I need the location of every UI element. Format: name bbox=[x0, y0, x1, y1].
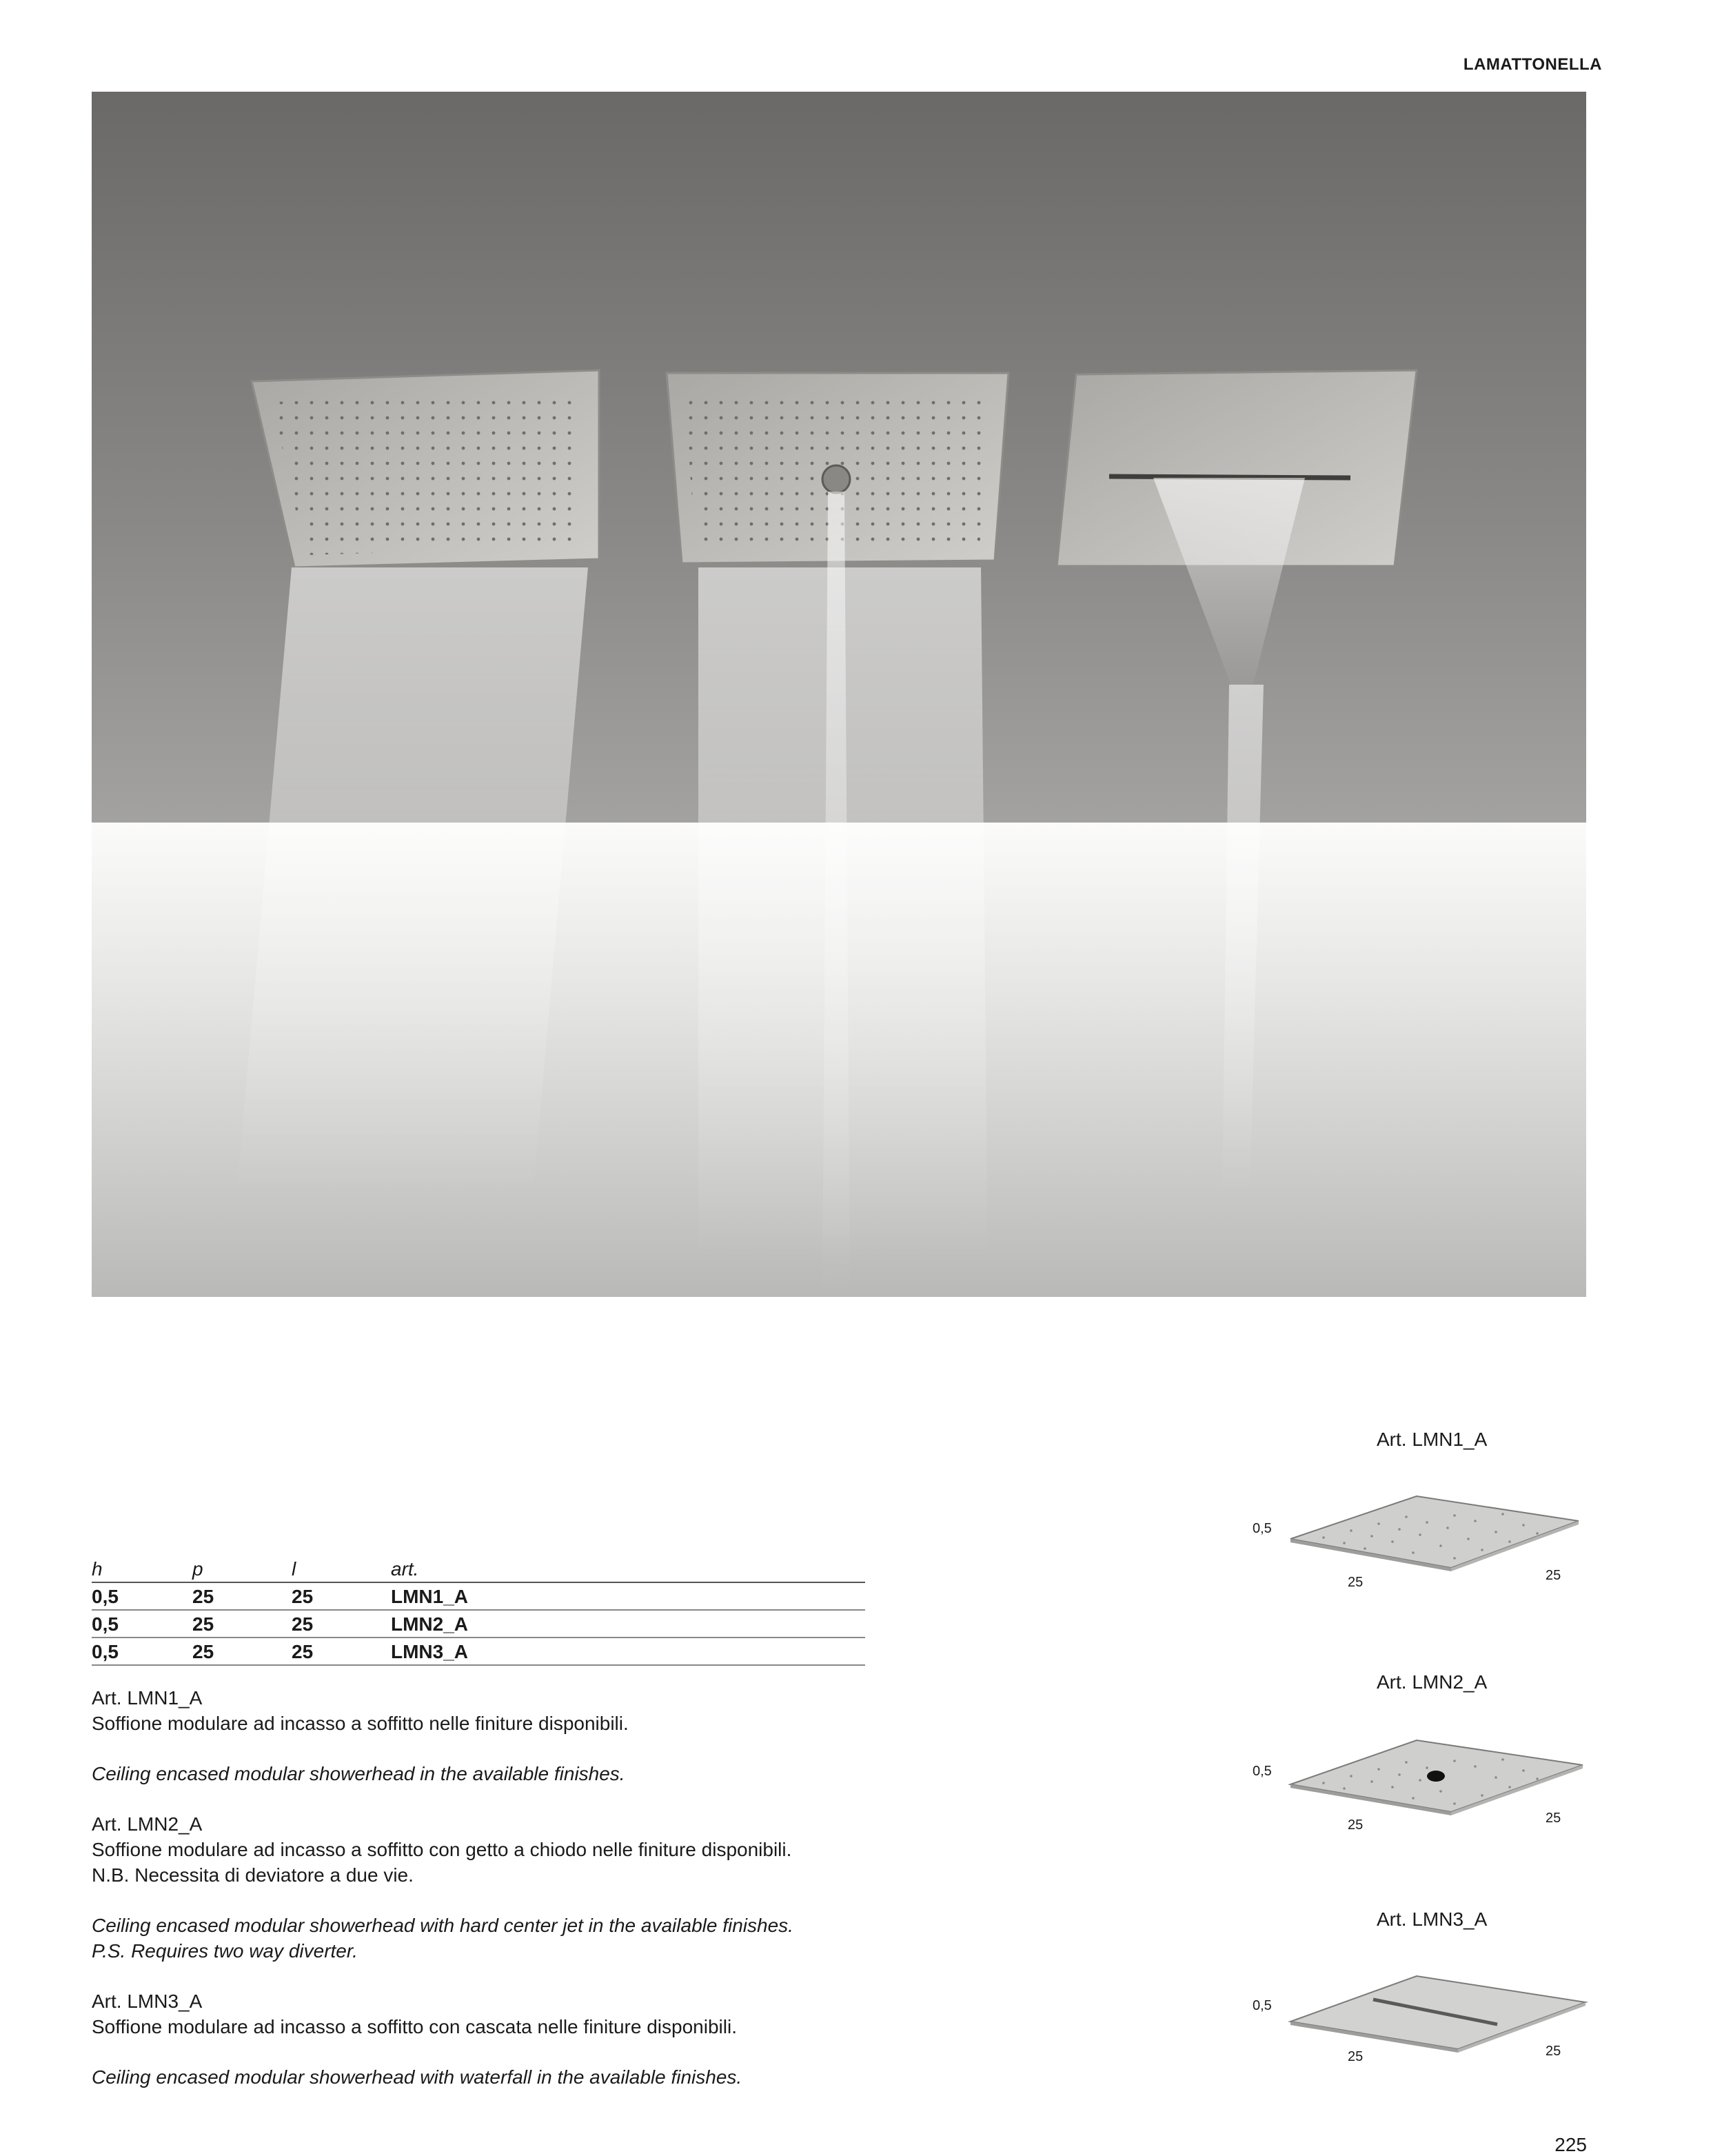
spec-table-header bbox=[92, 1555, 865, 1582]
dim-depth: 25 bbox=[1348, 2049, 1364, 2064]
showerhead-waterfall-drawing bbox=[1241, 1944, 1599, 2082]
desc-italian: Soffione modulare ad incasso a soffitto con cascata nelle finiture disponibili. bbox=[92, 2016, 737, 2037]
product-photo bbox=[92, 92, 1586, 1297]
col-l: l bbox=[292, 1555, 391, 1582]
cell-l: 25 bbox=[292, 1610, 391, 1638]
cell-art: LMN2_A bbox=[391, 1610, 865, 1638]
desc-english: Ceiling encased modular showerhead with waterfall in the available finishes. bbox=[92, 2066, 742, 2088]
dim-height: 0,5 bbox=[1253, 1521, 1272, 1536]
desc-english-note: P.S. Requires two way diverter. bbox=[92, 1940, 358, 1962]
spec-table bbox=[92, 1555, 865, 1666]
dim-length: 25 bbox=[1546, 2044, 1561, 2059]
desc-title: Art. LMN2_A bbox=[92, 1813, 203, 1835]
dim-depth: 25 bbox=[1348, 1575, 1364, 1590]
diagram-lmn1 bbox=[1241, 1429, 1599, 1608]
cell-p: 25 bbox=[192, 1638, 292, 1665]
dim-length: 25 bbox=[1546, 1811, 1561, 1826]
col-h: h bbox=[92, 1555, 192, 1582]
dim-height: 0,5 bbox=[1253, 1998, 1272, 2013]
product-descriptions bbox=[92, 1685, 891, 2090]
diagram-title: Art. LMN2_A bbox=[1377, 1671, 1488, 1693]
desc-title: Art. LMN1_A bbox=[92, 1687, 203, 1709]
cell-h: 0,5 bbox=[92, 1610, 192, 1638]
dim-height: 0,5 bbox=[1253, 1764, 1272, 1779]
desc-italian: Soffione modulare ad incasso a soffitto con getto a chiodo nelle finiture disponibili. bbox=[92, 1839, 792, 1860]
col-art: art. bbox=[391, 1555, 865, 1582]
table-row bbox=[92, 1610, 865, 1638]
page-number: 225 bbox=[1554, 2134, 1587, 2155]
desc-title: Art. LMN3_A bbox=[92, 1991, 203, 2012]
diagram-lmn2 bbox=[1241, 1671, 1599, 1851]
cell-art: LMN1_A bbox=[391, 1582, 865, 1610]
table-row bbox=[92, 1582, 865, 1610]
cell-art: LMN3_A bbox=[391, 1638, 865, 1665]
table-row bbox=[92, 1638, 865, 1665]
brand-header: LAMATTONELLA bbox=[1463, 55, 1602, 74]
cell-l: 25 bbox=[292, 1638, 391, 1665]
desc-english: Ceiling encased modular showerhead with hard center jet in the available finishes. bbox=[92, 1915, 793, 1936]
dim-length: 25 bbox=[1546, 1568, 1561, 1583]
cell-p: 25 bbox=[192, 1610, 292, 1638]
desc-italian: Soffione modulare ad incasso a soffitto nelle finiture disponibili. bbox=[92, 1713, 629, 1734]
diagram-title: Art. LMN3_A bbox=[1377, 1908, 1488, 1930]
cell-p: 25 bbox=[192, 1582, 292, 1610]
diagram-title: Art. LMN1_A bbox=[1377, 1429, 1488, 1450]
cell-h: 0,5 bbox=[92, 1582, 192, 1610]
col-p: p bbox=[192, 1555, 292, 1582]
desc-english: Ceiling encased modular showerhead in the available finishes. bbox=[92, 1763, 625, 1784]
desc-italian-note: N.B. Necessita di deviatore a due vie. bbox=[92, 1864, 414, 1886]
dim-depth: 25 bbox=[1348, 1817, 1364, 1833]
cell-l: 25 bbox=[292, 1582, 391, 1610]
cell-h: 0,5 bbox=[92, 1638, 192, 1665]
diagram-lmn3 bbox=[1241, 1908, 1599, 2088]
